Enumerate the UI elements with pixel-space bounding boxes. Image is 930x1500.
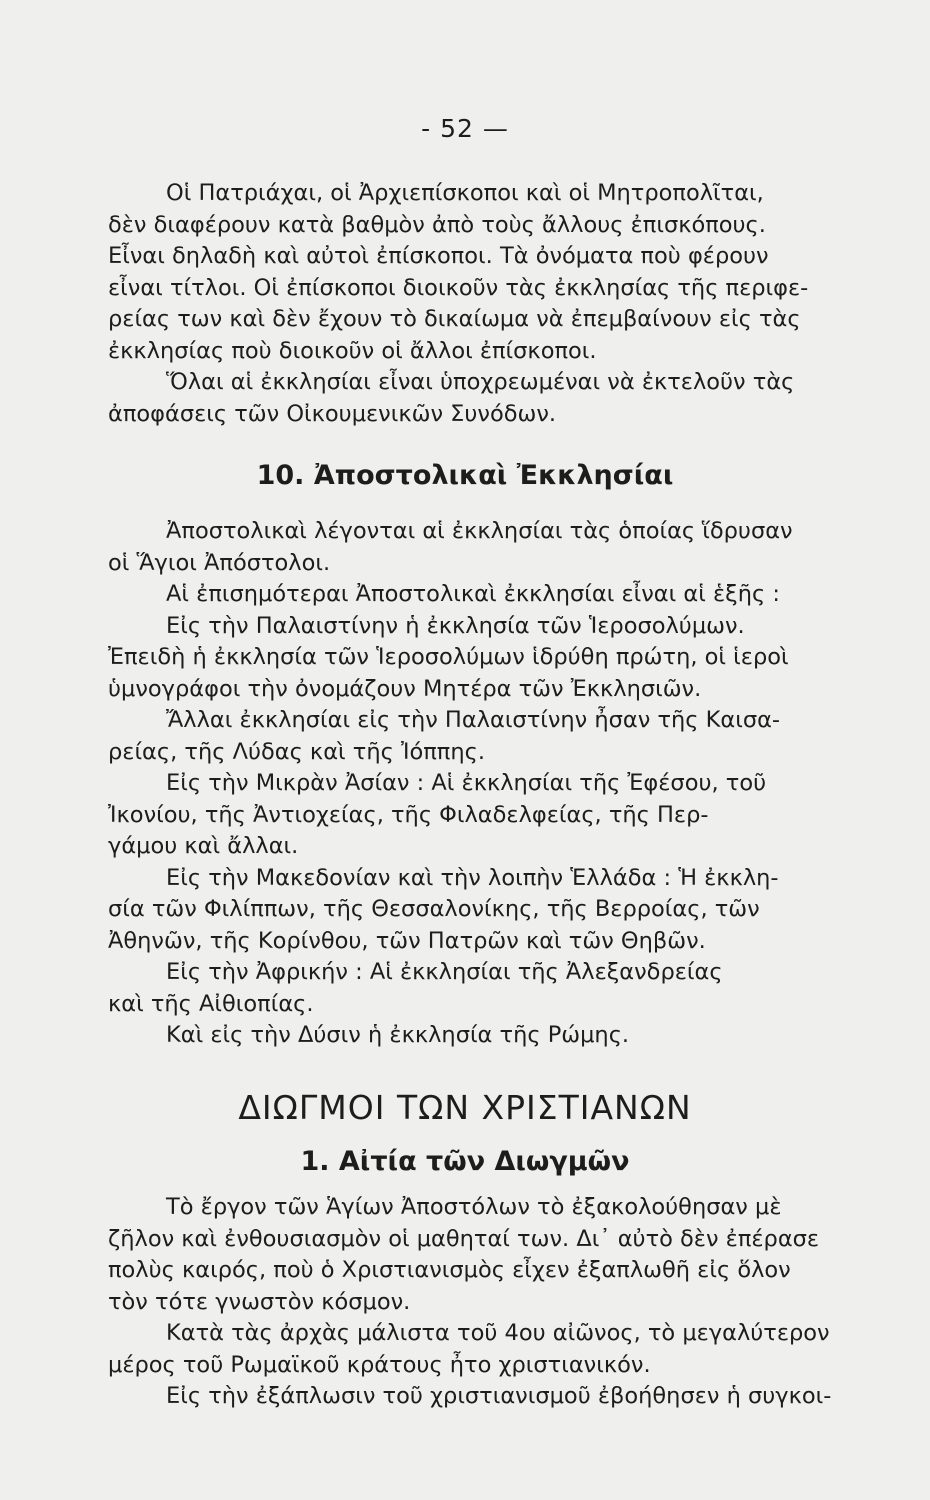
text-line: Ἀποστολικαὶ λέγονται αἱ ἐκκλησίαι τὰς ὁποίας ἵδρυσαν <box>166 518 793 544</box>
text-line: Ἰκονίου, τῆς Ἀντιοχείας, τῆς Φιλαδελφείας, τῆς Περ- <box>108 801 709 828</box>
text-line: Κατὰ τὰς ἀρχὰς μάλιστα τοῦ 4ου αἰῶνος, τὸ μεγαλύτερον <box>166 1320 830 1346</box>
text-line: Ἐπειδὴ ἡ ἐκκλησία τῶν Ἱεροσολύμων ἱδρύθη πρώτη, οἱ ἱεροὶ <box>108 644 789 670</box>
section-heading-apostolic-churches: 10. Ἀποστολικαὶ Ἐκκλησίαι <box>256 460 674 491</box>
text-line: Ὅλαι αἱ ἐκκλησίαι εἶναι ὑποχρεωμέναι νὰ ἐκτελοῦν τὰς <box>166 369 795 395</box>
text-line: ὑμνογράφοι τὴν ὀνομάζουν Μητέρα τῶν Ἐκκλησιῶν. <box>108 675 702 702</box>
text-line: ρείας, τῆς Λύδας καὶ τῆς Ἰόππης. <box>108 738 485 765</box>
paragraph-block-1 <box>108 178 908 430</box>
text-line: Εἰς τὴν Μακεδονίαν καὶ τὴν λοιπὴν Ἑλλάδα : Ἡ ἐκκλη- <box>166 864 779 891</box>
text-line: Ἄλλαι ἐκκλησίαι εἰς τὴν Παλαιστίνην ἦσαν τῆς Καισα- <box>166 707 781 733</box>
text-line: σία τῶν Φιλίππων, τῆς Θεσσαλονίκης, τῆς Βερροίας, τῶν <box>108 896 760 922</box>
text-line: εἶναι τίτλοι. Οἱ ἐπίσκοποι διοικοῦν τὰς ἐκκλησίας τῆς περιφε- <box>108 274 809 301</box>
text-line: Οἱ Πατριάχαι, οἱ Ἀρχιεπίσκοποι καὶ οἱ Μητροπολῖται, <box>166 180 764 206</box>
text-line: Εἰς τὴν Ἀφρικήν : Αἱ ἐκκλησίαι τῆς Ἀλεξανδρείας <box>166 959 723 985</box>
text-line: πολὺς καιρός, ποὺ ὁ Χριστιανισμὸς εἶχεν ἐξαπλωθῆ εἰς ὅλον <box>108 1257 791 1283</box>
text-line: οἱ Ἅγιοι Ἀπόστολοι. <box>108 549 331 576</box>
page-number: - 52 — <box>421 114 509 143</box>
paragraph-block-2 <box>108 516 908 1052</box>
text-line: Εἶναι δηλαδὴ καὶ αὐτοὶ ἐπίσκοποι. Τὰ ὀνόματα ποὺ φέρουν <box>108 243 769 269</box>
section-heading-causes: 1. Αἰτία τῶν Διωγμῶν <box>300 1146 630 1177</box>
text-line: ἐκκλησίας ποὺ διοικοῦν οἱ ἄλλοι ἐπίσκοποι. <box>108 337 597 364</box>
text-line: ρείας των καὶ δὲν ἔχουν τὸ δικαίωμα νὰ ἐπεμβαίνουν εἰς τὰς <box>108 306 801 332</box>
text-line: Εἰς τὴν Μικρὰν Ἀσίαν : Αἱ ἐκκλησίαι τῆς Ἐφέσου, τοῦ <box>166 770 767 796</box>
paragraph-block-3 <box>108 1192 908 1413</box>
text-line: τὸν τότε γνωστὸν κόσμον. <box>108 1288 411 1315</box>
text-line: μέρος τοῦ Ρωμαϊκοῦ κράτους ἦτο χριστιανικόν. <box>108 1351 651 1378</box>
chapter-heading-persecutions: ΔΙΩΓΜΟΙ ΤΩΝ ΧΡΙΣΤΙΑΝΩΝ <box>238 1088 692 1127</box>
text-line: Ἀθηνῶν, τῆς Κορίνθου, τῶν Πατρῶν καὶ τῶν Θηβῶν. <box>108 927 706 954</box>
text-line: δὲν διαφέρουν κατὰ βαθμὸν ἀπὸ τοὺς ἄλλους ἐπισκόπους. <box>108 211 766 238</box>
text-line: Εἰς τὴν ἐξάπλωσιν τοῦ χριστιανισμοῦ ἐβοήθησεν ἡ συγκοι- <box>166 1383 832 1409</box>
text-line: Αἱ ἐπισημότεραι Ἀποστολικαὶ ἐκκλησίαι εἶναι αἱ ἑξῆς : <box>166 581 780 607</box>
text-line: ἀποφάσεις τῶν Οἰκουμενικῶν Συνόδων. <box>108 400 557 427</box>
text-line: Εἰς τὴν Παλαιστίνην ἡ ἐκκλησία τῶν Ἱεροσολύμων. <box>166 612 745 639</box>
text-line: γάμου καὶ ἄλλαι. <box>108 833 299 859</box>
text-line: καὶ τῆς Αἰθιοπίας. <box>108 990 314 1017</box>
text-line: Τὸ ἔργον τῶν Ἁγίων Ἀποστόλων τὸ ἐξακολούθησαν μὲ <box>166 1194 782 1220</box>
text-line: Καὶ εἰς τὴν Δύσιν ἡ ἐκκλησία τῆς Ρώμης. <box>166 1022 630 1048</box>
text-line: ζῆλον καὶ ἐνθουσιασμὸν οἱ μαθηταί των. Δι᾽ αὐτὸ δὲν ἐπέρασε <box>108 1225 820 1252</box>
